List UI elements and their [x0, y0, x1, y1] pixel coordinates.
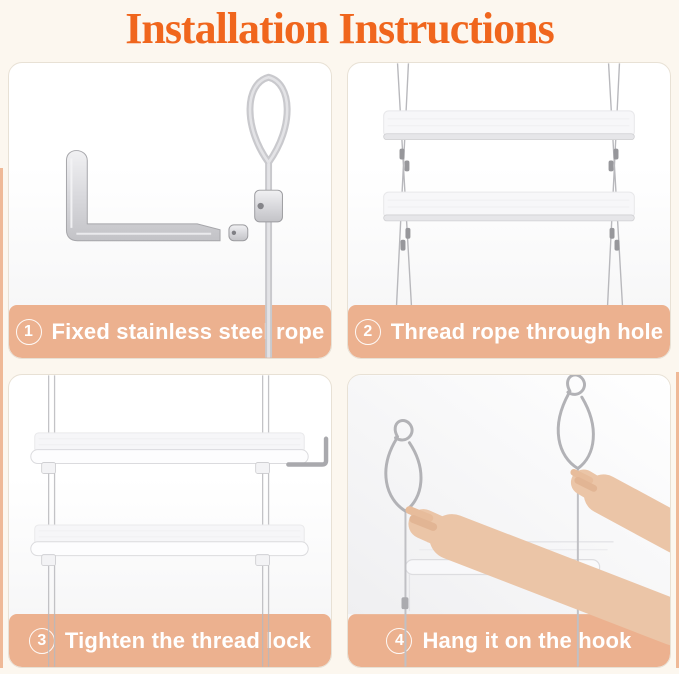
step-panel-4	[347, 374, 671, 668]
step-number-badge: 1	[16, 319, 42, 345]
step-3-caption	[9, 614, 331, 667]
step-number-badge: 4	[386, 628, 412, 654]
step-caption-text: Hang it on the hook	[422, 627, 632, 653]
page-title: Installation Instructions	[125, 4, 554, 53]
step-caption-text: Thread rope through hole	[390, 318, 664, 344]
step-4-caption	[348, 614, 670, 667]
left-edge-accent-strip	[0, 168, 3, 668]
step-panel-1	[8, 62, 332, 359]
step-panel-2	[347, 62, 671, 359]
step-2-caption	[348, 305, 670, 358]
steps-grid	[8, 62, 671, 668]
step-number-badge: 3	[29, 628, 55, 654]
step-1-caption	[9, 305, 331, 358]
step-panel-3	[8, 374, 332, 668]
step-caption-text: Fixed stainless steel rope	[51, 318, 325, 344]
step-number-badge: 2	[355, 319, 381, 345]
step-caption-text: Tighten the thread lock	[64, 627, 312, 653]
